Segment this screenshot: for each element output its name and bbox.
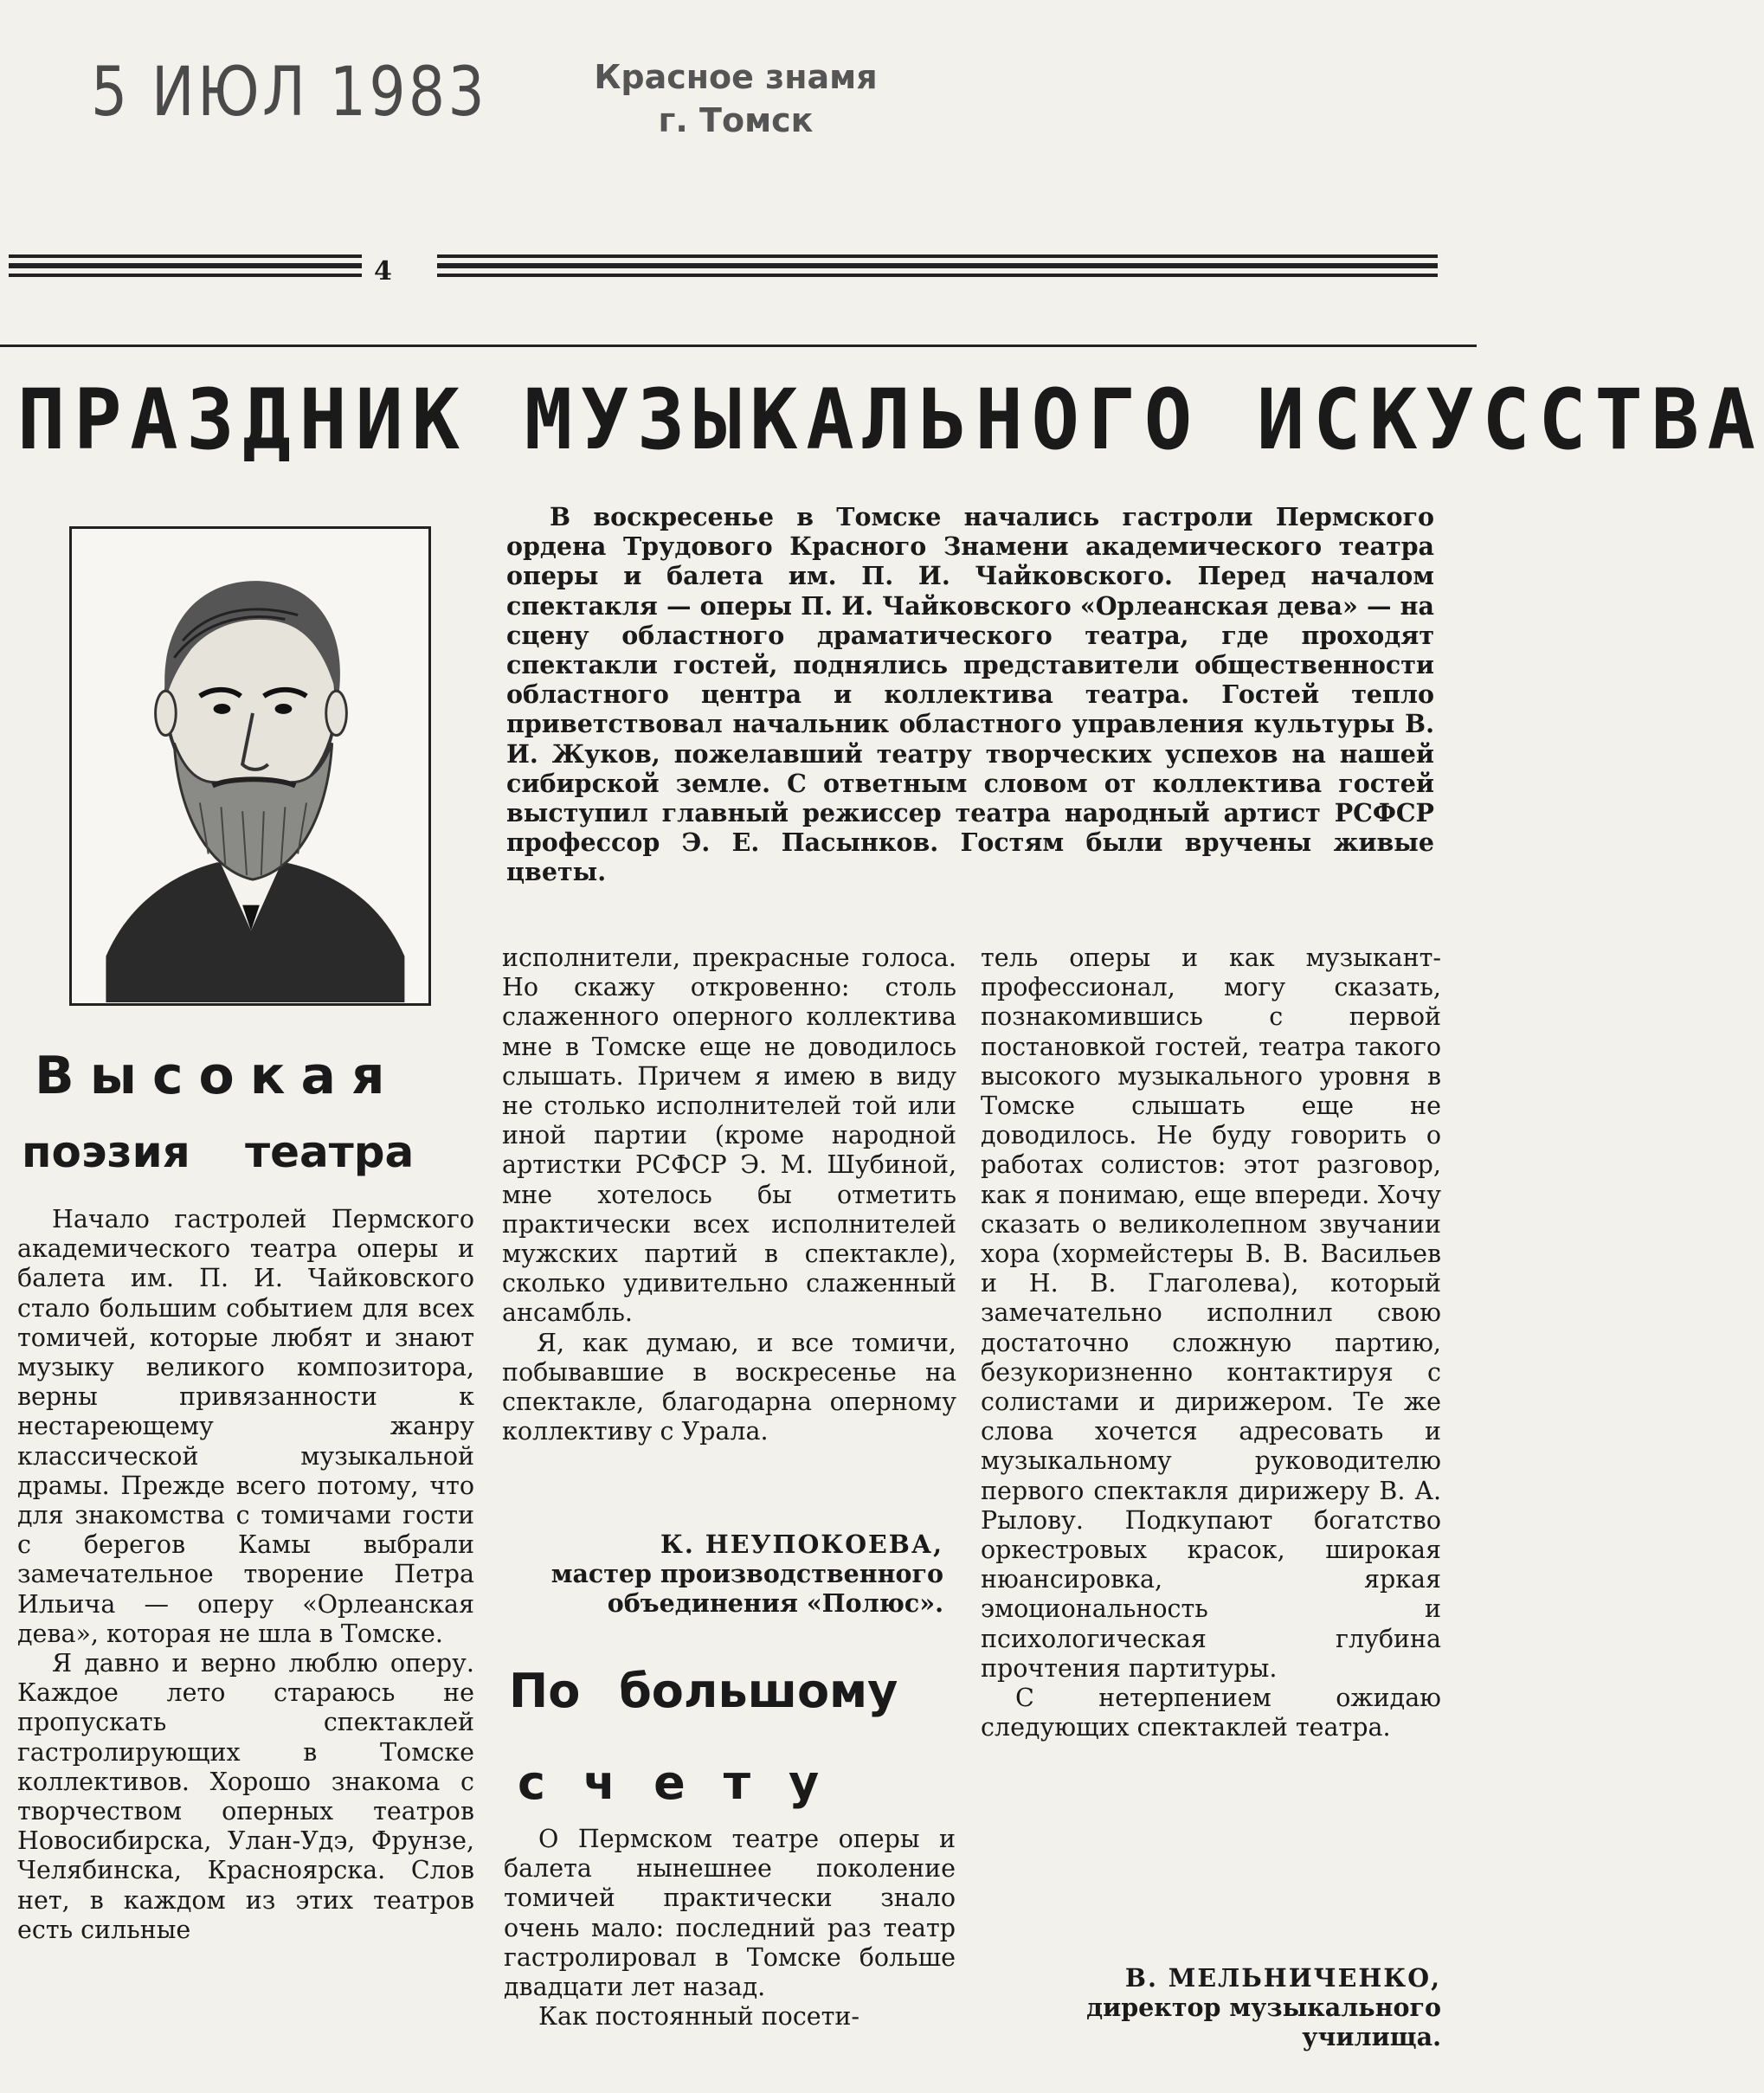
article2-column3 (981, 943, 1441, 1742)
article2-title-line1: По большому (509, 1664, 898, 1718)
article2-author-title: директор музыкального училища. (1086, 1993, 1441, 2052)
lead-paragraph: В воскресенье в Томске начались гастроли Пермского ордена Трудового Красного Знамени академического театра оперы и балета им. П. И. Чайковского. Перед началом спектакля — оперы П. И. Чайковского «Орлеанская дева» — на сцену областного драматического театра, где проходят спектакли гостей, поднялись представители общественности областного центра и коллектива театра. Гостей тепло приветствовал начальник областного управления культуры В. И. Жуков, пожелавший театру творческих успехов на нашей сибирской земле. С ответным словом от коллектива гостей выступил главный режиссер театра народный артист РСФСР профессор Э. Е. Пасынков. Гостям были вручены живые цветы. (506, 502, 1434, 887)
article1-col2-paragraph1: исполнители, прекрасные голоса. Но скажу откровенно: столь слаженного оперного коллектива мне в Томске еще не доводилось слышать. Причем я имею в виду не столько исполнителей той или иной партии (кроме народной артистки РСФСР Э. М. Шубиной, мне хотелось бы отметить практически всех исполнителей мужских партий в спектакле), сколько удивительно слаженный ансамбль. (502, 943, 956, 1328)
article2-signature (1004, 1963, 1441, 2052)
top-rule-right (437, 254, 1438, 258)
article1-col1-paragraph2: Я давно и верно люблю оперу. Каждое лето стараюсь не пропускать спектаклей гастролирующих в Томске коллективов. Хорошо знакома с творчеством оперных театров Новосибирска, Улан-Удэ, Фрунзе, Челябинска, Красноярска. Слов нет, в каждом из этих театров есть сильные (17, 1649, 474, 1944)
article1-col1-paragraph1: Начало гастролей Пермского академического театра оперы и балета им. П. И. Чайковского стало большим событием для всех томичей, которые любят и знают музыку великого композитора, верны привязанности к нестареющему жанру классической музыкальной драмы. Прежде всего потому, что для знакомства с томичами гости с берегов Камы выбрали замечательное творение Петра Ильича — оперу «Орлеанская дева», которая не шла в Томске. (17, 1205, 474, 1648)
article1-title-line2: поэзия театра (22, 1127, 415, 1177)
article1-col2-paragraph2: Я, как думаю, и все томичи, побывавшие в воскресенье на спектакле, благодарна оперному коллективу с Урала. (502, 1328, 956, 1446)
article2-col2-paragraph1: О Пермском театре оперы и балета нынешнее поколение томичей практически знало очень мало: последний раз театр гастролировал в Томске больше двадцати лет назад. (504, 1825, 956, 2002)
article1-column1 (17, 1205, 474, 1945)
top-rule-right-2 (437, 263, 1438, 268)
top-rule-left-2 (9, 263, 362, 268)
article2-col3-paragraph1: тель оперы и как музыкант-профессионал, могу сказать, познакомившись с первой постановкой гостей, театра такого высокого музыкального уровня в Томске слышать еще не доводилось. Не буду говорить о работах солистов: этот разговор, как я понимаю, еще впереди. Хочу сказать о великолепном звучании хора (хормейстеры В. В. Васильев и Н. В. Глаголева), который замечательно исполнил свою достаточно сложную партию, безукоризненно контактируя с солистами и дирижером. Те же слова хочется адресовать и музыкальному руководителю первого спектакля дирижеру В. А. Рылову. Подкупают богатство оркестровых красок, широкая нюансировка, яркая эмоциональность и психологическая глубина прочтения партитуры. (981, 943, 1441, 1683)
date-stamp: 5 ИЮЛ 1983 (91, 54, 488, 132)
top-rule-left-3 (9, 274, 362, 277)
newspaper-masthead (554, 55, 917, 142)
article1-author-name: К. НЕУПОКОЕВА, (660, 1530, 943, 1559)
top-rule-left (9, 254, 362, 258)
page-number: 4 (374, 256, 392, 287)
newspaper-title: Красное знамя (594, 58, 878, 96)
composer-portrait (69, 526, 431, 1006)
article2-col2-paragraph2: Как постоянный посети- (538, 2002, 860, 2032)
article1-author-title: мастер производственного объединения «Полюс». (550, 1559, 943, 1619)
top-rule-right-3 (437, 274, 1438, 277)
article2-column2 (504, 1825, 956, 2032)
article2-col3-paragraph2: С нетерпением ожидаю следующих спектаклей театра. (981, 1684, 1441, 1742)
article2-author-name: В. МЕЛЬНИЧЕНКО, (1124, 1963, 1441, 1993)
newspaper-city: г. Томск (658, 101, 814, 139)
section-divider (0, 345, 1477, 347)
portrait-engraving-icon (72, 529, 428, 1003)
article1-column2 (502, 943, 956, 1446)
article-headline: ПРАЗДНИК МУЗЫКАЛЬНОГО ИСКУССТВА (17, 371, 1764, 468)
article2-title-line2: счету (518, 1755, 858, 1810)
article1-signature (537, 1530, 943, 1619)
article1-title-line1: Высокая (35, 1046, 401, 1106)
